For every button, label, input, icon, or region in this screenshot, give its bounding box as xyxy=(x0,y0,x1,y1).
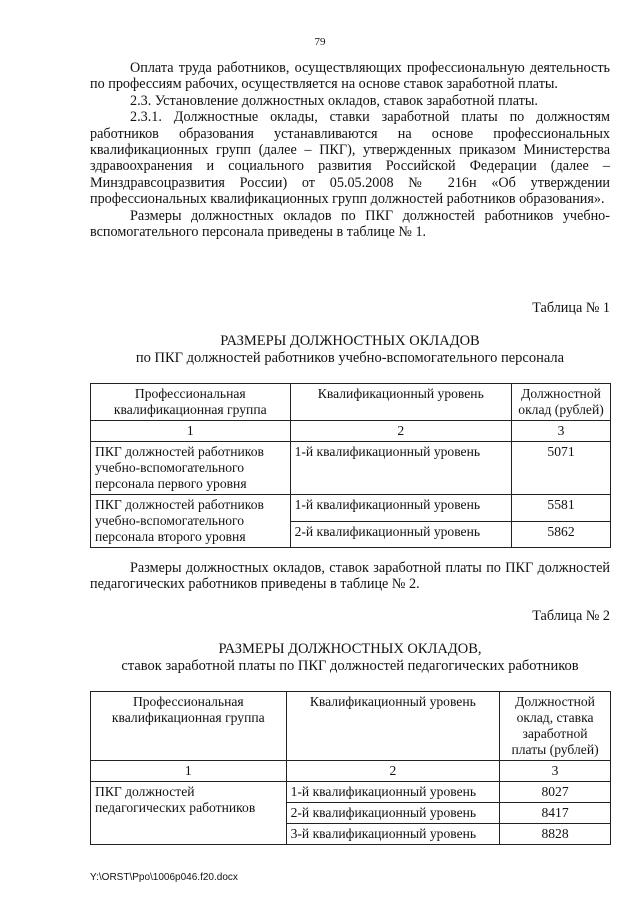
table2-header-salary: Должностной оклад, ставка заработной платы (рублей) xyxy=(500,692,611,761)
table1-header-level: Квалификационный уровень xyxy=(290,384,511,421)
paragraph-table1-intro: Размеры должностных окладов по ПКГ должностей работников учебно-вспомогательного персонала приведены в таблице № 1. xyxy=(90,207,610,241)
table2-salary-cell: 8417 xyxy=(500,803,611,824)
paragraph-section-2-3: 2.3. Установление должностных окладов, ставок заработной платы. xyxy=(130,92,538,109)
table1-heading xyxy=(90,333,610,367)
table2-salary-cell: 8828 xyxy=(500,824,611,845)
table2-level-cell: 2-й квалификационный уровень xyxy=(286,803,500,824)
table-row xyxy=(91,782,611,803)
table1-label: Таблица № 1 xyxy=(532,300,610,316)
table1-header-row xyxy=(91,384,611,421)
table2-title: РАЗМЕРЫ ДОЛЖНОСТНЫХ ОКЛАДОВ, xyxy=(218,641,482,657)
table-row xyxy=(91,442,611,495)
table2-heading xyxy=(90,641,610,675)
table2-subtitle: ставок заработной платы по ПКГ должностей педагогических работников xyxy=(121,658,579,674)
table2-header-row xyxy=(91,692,611,761)
table1-col-number: 2 xyxy=(290,421,511,442)
table-row xyxy=(91,495,611,522)
table1-col-number: 3 xyxy=(512,421,611,442)
table1-level-cell: 1-й квалификационный уровень xyxy=(290,442,511,495)
page-number: 79 xyxy=(314,36,326,48)
table1-level-cell: 1-й квалификационный уровень xyxy=(290,495,511,522)
file-path-footer: Y:\ORST\Ppo\1006p046.f20.docx xyxy=(90,872,238,883)
table2-col-number: 1 xyxy=(91,761,287,782)
table1-level-cell: 2-й квалификационный уровень xyxy=(290,521,511,548)
table2-header-group: Профессиональная квалификационная группа xyxy=(91,692,287,761)
table1-title: РАЗМЕРЫ ДОЛЖНОСТНЫХ ОКЛАДОВ xyxy=(220,333,480,349)
paragraph: Оплата труда работников, осуществляющих профессиональную деятельность по профессиям рабочих, осуществляется на основе ставок заработной платы. xyxy=(90,60,610,93)
table2-group-cell: ПКГ должностей педагогических работников xyxy=(91,782,287,845)
table1-number-row xyxy=(91,421,611,442)
table1-group-cell: ПКГ должностей работников учебно-вспомогательного персонала второго уровня xyxy=(91,495,291,548)
table1-header-group: Профессиональная квалификационная группа xyxy=(91,384,291,421)
table2-label: Таблица № 2 xyxy=(532,608,610,624)
table1-col-number: 1 xyxy=(91,421,291,442)
table1-header-salary: Должностной оклад (рублей) xyxy=(512,384,611,421)
document-body xyxy=(90,60,610,240)
table2-col-number: 2 xyxy=(286,761,500,782)
table1-group-cell: ПКГ должностей работников учебно-вспомогательного персонала первого уровня xyxy=(91,442,291,495)
document-body-2 xyxy=(90,560,610,593)
paragraph-section-2-3-1: 2.3.1. Должностные оклады, ставки заработной платы по должностям работников образования устанавливаются на основе профессиональных квалификационных групп (далее – ПКГ), утвержденных приказом Министерства здравоохранения и социального развития Российской Федерации (далее – Минздравсоцразвития России) от 05.05.2008 № 216н «Об утверждении профессиональных квалификационных групп должностей работников образования». xyxy=(90,109,610,208)
table2 xyxy=(90,691,611,845)
paragraph-table2-intro: Размеры должностных окладов, ставок заработной платы по ПКГ должностей педагогических работников приведены в таблице № 2. xyxy=(90,560,610,593)
table2-level-cell: 3-й квалификационный уровень xyxy=(286,824,500,845)
table2-salary-cell: 8027 xyxy=(500,782,611,803)
table1-salary-cell: 5581 xyxy=(512,495,611,522)
table2-level-cell: 1-й квалификационный уровень xyxy=(286,782,500,803)
table1-salary-cell: 5862 xyxy=(512,521,611,548)
table1 xyxy=(90,383,611,548)
table1-salary-cell: 5071 xyxy=(512,442,611,495)
table2-col-number: 3 xyxy=(500,761,611,782)
table2-header-level: Квалификационный уровень xyxy=(286,692,500,761)
table1-subtitle: по ПКГ должностей работников учебно-вспомогательного персонала xyxy=(135,350,565,366)
table2-number-row xyxy=(91,761,611,782)
